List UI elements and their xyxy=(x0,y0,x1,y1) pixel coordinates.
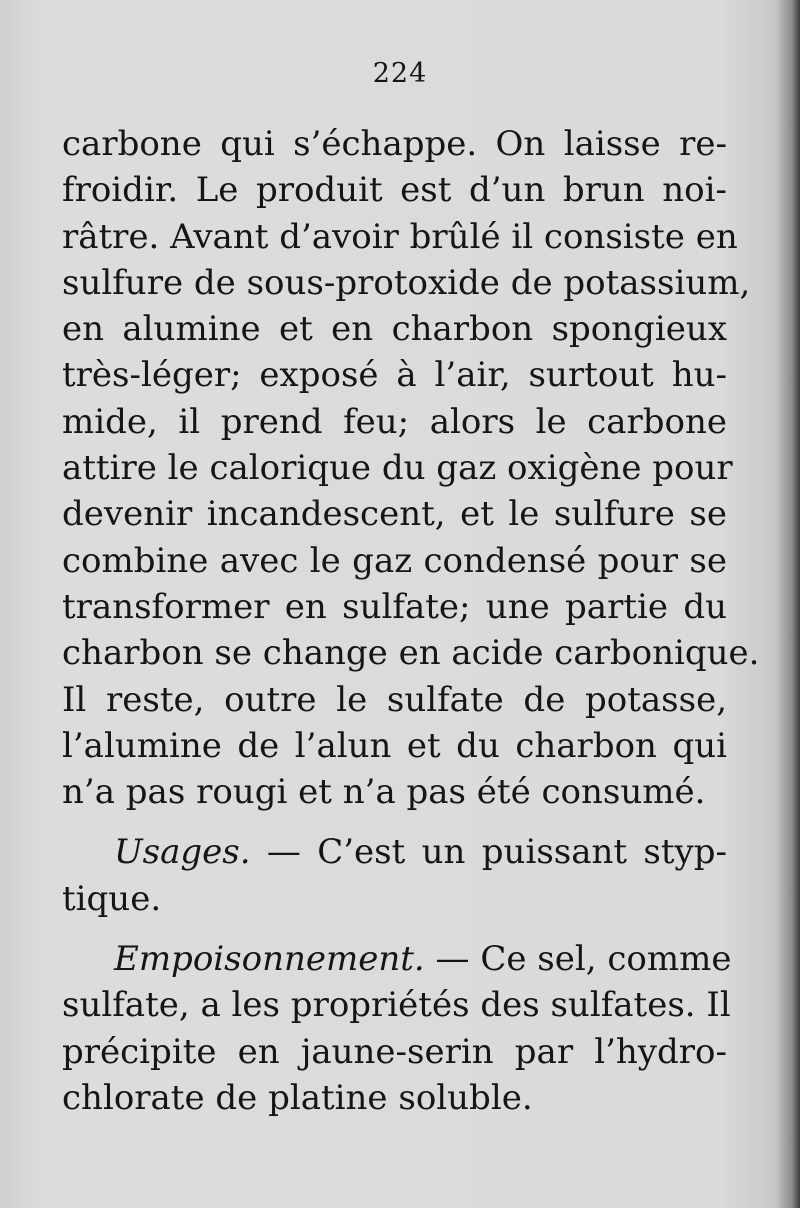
text-line: attire le calorique du gaz oxigène pour xyxy=(62,448,733,489)
text-line: sulfure de sous-protoxide de potassium, xyxy=(62,262,751,303)
text-line xyxy=(62,936,732,982)
heading-continuation: — C’est un puissant styp- xyxy=(250,832,727,873)
section-heading-empoisonnement: Empoisonnement. xyxy=(114,939,425,980)
text-line: n’a pas rougi et n’a pas été consumé. xyxy=(62,772,706,813)
text-line: l’alumine de l’alun et du charbon qui xyxy=(62,725,727,766)
text-line: en alumine et en charbon spongieux xyxy=(62,309,727,350)
text-line: tique. xyxy=(62,878,162,919)
heading-continuation: — Ce sel, comme xyxy=(424,939,732,980)
text-line: charbon se change en acide carbonique. xyxy=(62,633,760,674)
body-text xyxy=(62,121,760,1121)
page-number: 224 xyxy=(372,58,428,89)
text-line: carbone qui s’échappe. On laisse re- xyxy=(62,124,727,164)
text-line xyxy=(62,829,727,875)
text-line: transformer en sulfate; une partie du xyxy=(62,586,727,627)
section-heading-usages: Usages. xyxy=(114,832,251,873)
text-line: râtre. Avant d’avoir brûlé il consiste en xyxy=(62,216,738,257)
paragraph-usages xyxy=(62,829,727,922)
text-line: chlorate de platine soluble. xyxy=(62,1077,533,1118)
text-line: devenir incandescent, et le sulfure se xyxy=(62,494,727,535)
text-line: Il reste, outre le sulfate de potasse, xyxy=(62,679,727,720)
text-line: sulfate, a les propriétés des sulfates. Il xyxy=(62,985,731,1026)
text-line: froidir. Le produit est d’un brun noi- xyxy=(62,170,727,211)
text-line: très-léger; exposé à l’air, surtout hu- xyxy=(62,355,727,396)
paragraph-1 xyxy=(62,121,760,815)
paragraph-empoisonnement xyxy=(62,936,732,1121)
text-line: combine avec le gaz condensé pour se xyxy=(62,540,727,581)
text-line: précipite en jaune-serin par l’hydro- xyxy=(62,1031,727,1072)
text-line: mide, il prend feu; alors le carbone xyxy=(62,401,727,442)
